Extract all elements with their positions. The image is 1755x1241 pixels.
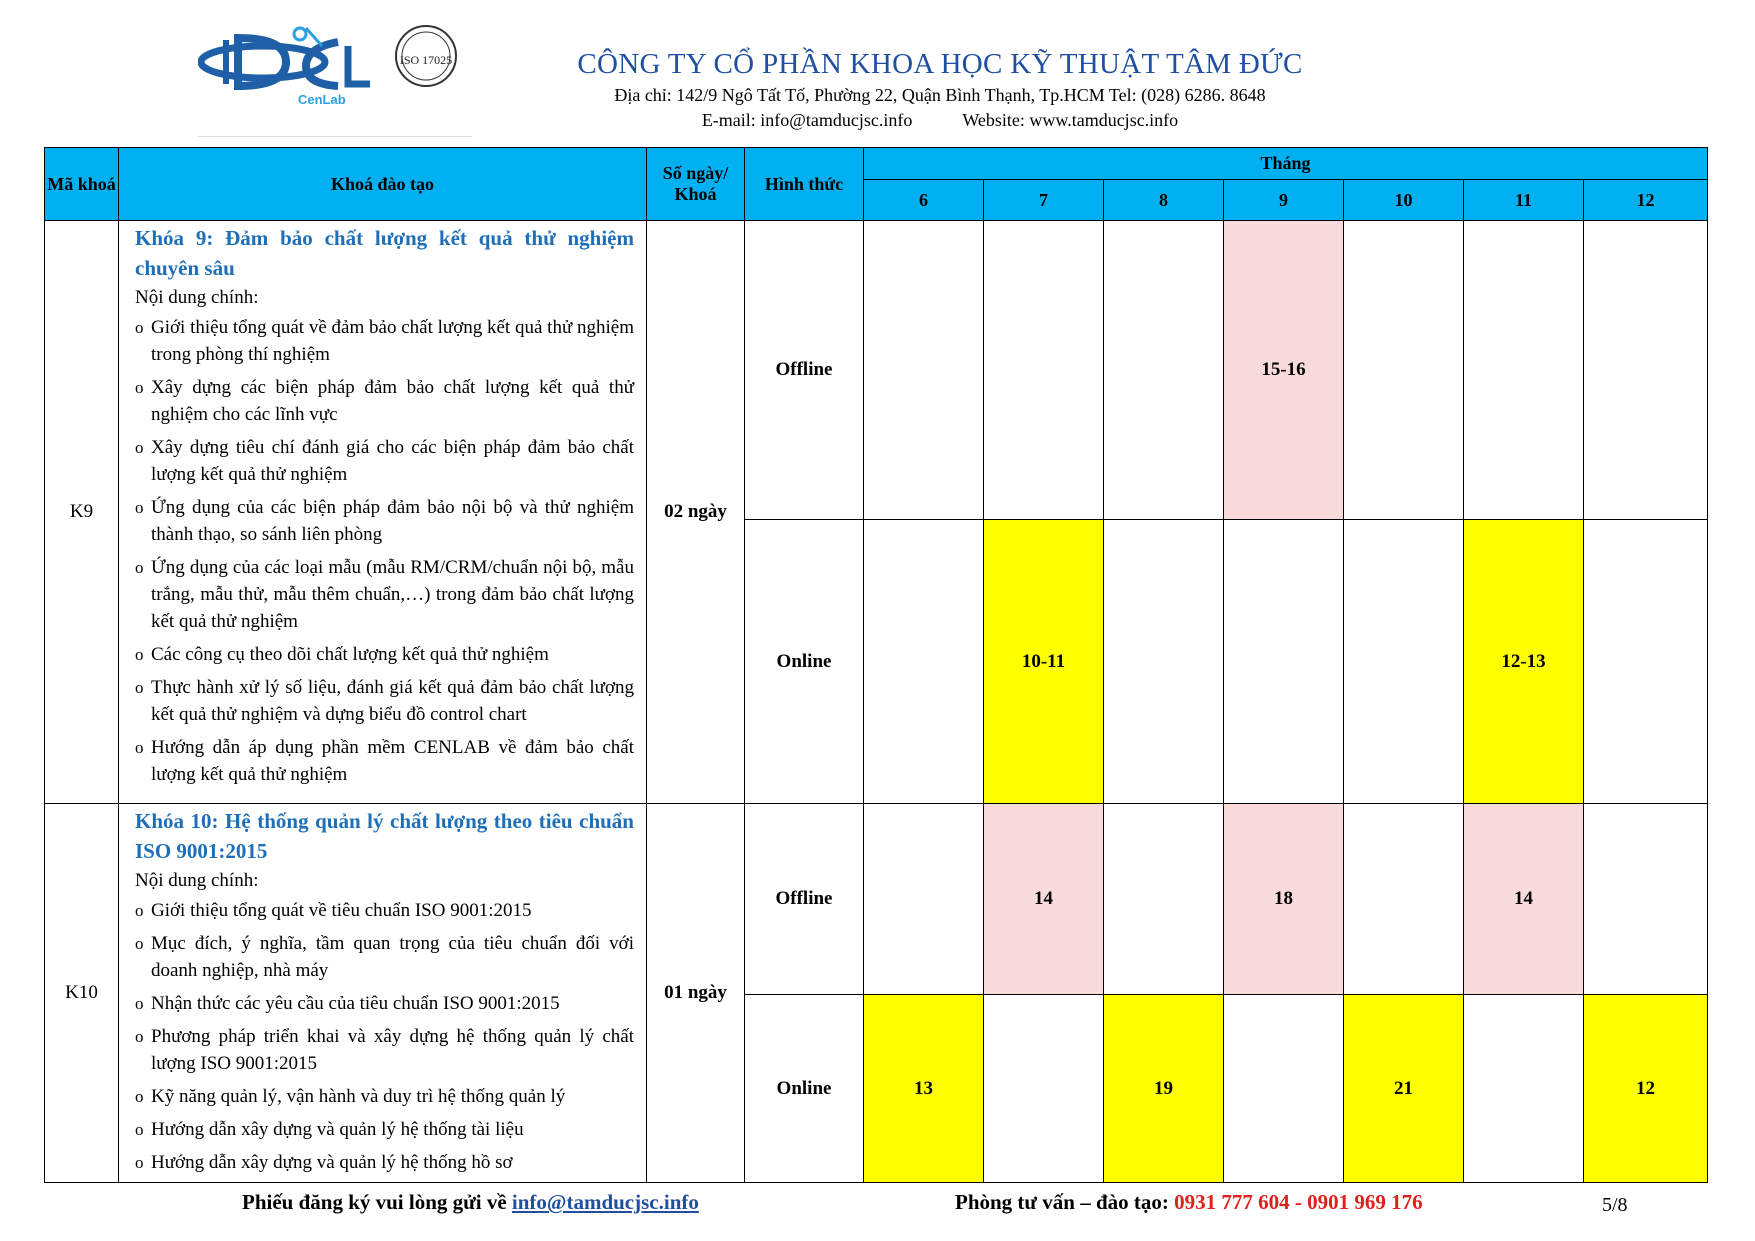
register-email-link[interactable]: info@tamducjsc.info [511,1190,699,1214]
consult-label: Phòng tư vấn – đào tạo: [955,1190,1169,1214]
mode-offline: Offline [745,804,864,995]
page-header [0,0,1755,145]
list-item: o Các công cụ theo dõi chất lượng kết quả thử nghiệm [135,641,634,668]
header-month: Tháng [864,148,1708,180]
list-item: o Giới thiệu tổng quát về tiêu chuẩn ISO 9001:2015 [135,897,634,924]
schedule-cell [1584,221,1708,520]
consult-phones: 0931 777 604 - 0901 969 176 [1174,1190,1423,1214]
header-course: Khoá đào tạo [119,148,647,221]
course-days: 01 ngày [647,804,745,1183]
month-header: 8 [1104,180,1224,221]
schedule-cell [1104,520,1224,804]
course-description [119,804,647,1183]
month-header: 10 [1344,180,1464,221]
schedule-cell [1584,804,1708,995]
schedule-cell [1344,520,1464,804]
month-header: 11 [1464,180,1584,221]
month-header: 6 [864,180,984,221]
table-row [45,804,1708,995]
list-item: o Ứng dụng của các loại mẫu (mẫu RM/CRM/chuẩn nội bộ, mẫu trắng, mẫu thử, mẫu thêm chuẩn,…) trong đảm bảo chất lượng kết quả thử nghiệm [135,554,634,635]
header-code: Mã khoá [45,148,119,221]
schedule-cell [864,221,984,520]
schedule-cell [1224,995,1344,1183]
schedule-cell-online: 10-11 [984,520,1104,804]
schedule-cell-online: 12-13 [1464,520,1584,804]
schedule-cell [1584,520,1708,804]
content-list [135,897,634,1176]
month-header: 7 [984,180,1104,221]
header-days: Số ngày/ Khoá [647,148,745,221]
list-item: o Nhận thức các yêu cầu của tiêu chuẩn ISO 9001:2015 [135,990,634,1017]
iso-badge-text: ISO 17025 [399,53,453,67]
content-label: Nội dung chính: [135,287,259,308]
list-item: o Hướng dẫn áp dụng phần mềm CENLAB về đảm bảo chất lượng kết quả thử nghiệm [135,734,634,788]
course-days: 02 ngày [647,221,745,804]
list-item: o Hướng dẫn xây dựng và quản lý hệ thống tài liệu [135,1116,634,1143]
list-item: o Hướng dẫn xây dựng và quản lý hệ thống hồ sơ [135,1149,634,1176]
list-item: o Xây dựng các biện pháp đảm bảo chất lượng kết quả thử nghiệm cho các lĩnh vực [135,374,634,428]
schedule-cell [1224,520,1344,804]
company-website: Website: www.tamducjsc.info [962,110,1179,130]
schedule-cell-online: 13 [864,995,984,1183]
month-header: 12 [1584,180,1708,221]
schedule-cell-online: 12 [1584,995,1708,1183]
course-description [119,221,647,804]
schedule-cell [1104,804,1224,995]
schedule-cell [1104,221,1224,520]
page-number: 5/8 [1602,1194,1628,1216]
company-info [560,48,1320,132]
schedule-cell-online: 19 [1104,995,1224,1183]
list-item: o Kỹ năng quản lý, vận hành và duy trì hệ thống quản lý [135,1083,634,1110]
content-list [135,314,634,788]
company-email: E-mail: info@tamducjsc.info [701,110,913,130]
schedule-cell [1344,804,1464,995]
list-item: o Thực hành xử lý số liệu, đánh giá kết quả đảm bảo chất lượng kết quả thử nghiệm và dựng biểu đồ control chart [135,674,634,728]
header-mode: Hình thức [745,148,864,221]
company-address: Địa chỉ: 142/9 Ngô Tất Tố, Phường 22, Quận Bình Thạnh, Tp.HCM Tel: (028) 6286. 8648 [614,85,1266,105]
course-title: Khóa 10: Hệ thống quản lý chất lượng theo tiêu chuẩn ISO 9001:2015 [135,809,634,863]
register-note [242,1190,699,1215]
content-label: Nội dung chính: [135,870,259,891]
schedule-cell [1344,221,1464,520]
company-logo [198,18,468,106]
company-contact [560,108,1320,132]
register-text: Phiếu đăng ký vui lòng gửi về [242,1190,507,1214]
mode-offline: Offline [745,221,864,520]
consult-info [955,1190,1423,1215]
schedule-cell-online: 21 [1344,995,1464,1183]
schedule-cell-offline: 18 [1224,804,1344,995]
table-row [45,221,1708,520]
schedule-cell [1464,221,1584,520]
logo-text: CenLab [298,92,346,106]
schedule-cell [864,520,984,804]
course-code: K9 [45,221,119,804]
training-schedule-table [44,147,1708,1183]
list-item: o Giới thiệu tổng quát về đảm bảo chất lượng kết quả thử nghiệm trong phòng thí nghiệm [135,314,634,368]
schedule-cell [984,995,1104,1183]
course-code: K10 [45,804,119,1183]
schedule-cell-offline: 14 [1464,804,1584,995]
list-item: o Xây dựng tiêu chí đánh giá cho các biện pháp đảm bảo chất lượng kết quả thử nghiệm [135,434,634,488]
schedule-cell [984,221,1104,520]
schedule-cell [1464,995,1584,1183]
company-name: CÔNG TY CỔ PHẦN KHOA HỌC KỸ THUẬT TÂM ĐỨC [577,48,1303,80]
logo-underline [198,136,472,137]
month-header: 9 [1224,180,1344,221]
course-title: Khóa 9: Đảm bảo chất lượng kết quả thử nghiệm chuyên sâu [135,226,634,280]
list-item: o Phương pháp triển khai và xây dựng hệ thống quản lý chất lượng ISO 9001:2015 [135,1023,634,1077]
mode-online: Online [745,995,864,1183]
schedule-cell-offline: 14 [984,804,1104,995]
schedule-cell [864,804,984,995]
list-item: o Ứng dụng của các biện pháp đảm bảo nội bộ và thử nghiệm thành thạo, so sánh liên phòng [135,494,634,548]
mode-online: Online [745,520,864,804]
list-item: o Mục đích, ý nghĩa, tầm quan trọng của tiêu chuẩn đối với doanh nghiệp, nhà máy [135,930,634,984]
page-footer [0,1190,1755,1230]
schedule-cell-offline: 15-16 [1224,221,1344,520]
